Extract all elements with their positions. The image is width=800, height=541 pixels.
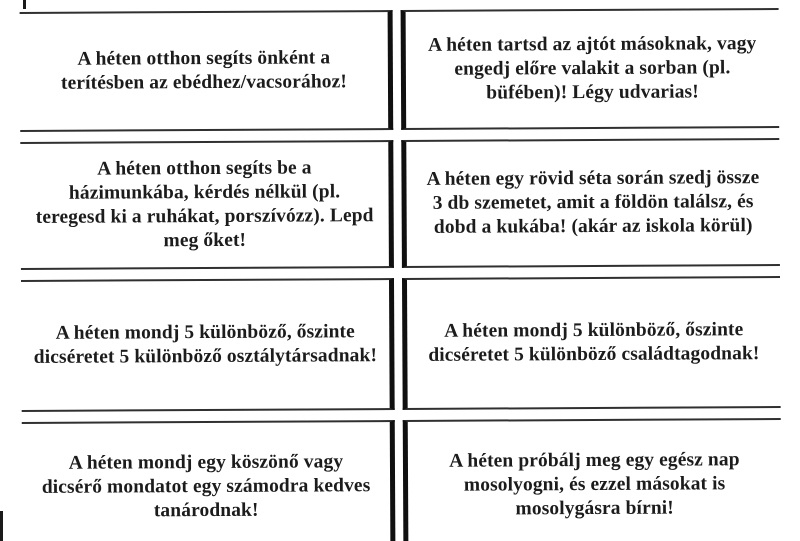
task-card-text: A héten tartsd az ajtót másoknak, vagy engedj előre valakit a sorban (pl. büfében)! Légy udvarias! xyxy=(428,33,757,104)
task-card-text: A héten mondj 5 különböző, őszinte dicséretet 5 különböző családtagodnak! xyxy=(428,319,760,366)
task-card xyxy=(402,276,781,410)
scan-artifact-left-edge-mark xyxy=(0,511,3,541)
task-card-text: A héten próbálj meg egy egész nap mosolyogni, és ezzel másokat is mosolygásra bírni! xyxy=(449,448,740,519)
task-card xyxy=(21,278,395,412)
task-card-text: A héten otthon segíts be a házimunkába, kérdés nélkül (pl. teregesd ki a ruhákat, porszívózz). Lepd meg őket! xyxy=(35,157,374,252)
task-card xyxy=(403,418,782,541)
task-card xyxy=(401,8,780,130)
task-card xyxy=(22,420,396,541)
task-card xyxy=(401,138,780,268)
task-card-text: A héten mondj egy köszönő vagy dicsérő mondatot egy számodra kedves tanárodnak! xyxy=(41,450,371,521)
task-card xyxy=(20,140,394,270)
task-card xyxy=(20,10,394,132)
task-card-text: A héten egy rövid séta során szedj össze 3 db szemetet, amit a földön találsz, és dobd a kukába! (akár az iskola körül) xyxy=(426,167,760,238)
cards-grid xyxy=(20,8,782,541)
task-card-text: A héten mondj 5 különböző, őszinte dicséretet 5 különböző osztálytársadnak! xyxy=(33,321,378,368)
task-card-text: A héten otthon segíts önként a terítésben az ebédhez/vacsorához! xyxy=(60,47,348,94)
scan-artifact-left-border-tip xyxy=(23,0,26,9)
